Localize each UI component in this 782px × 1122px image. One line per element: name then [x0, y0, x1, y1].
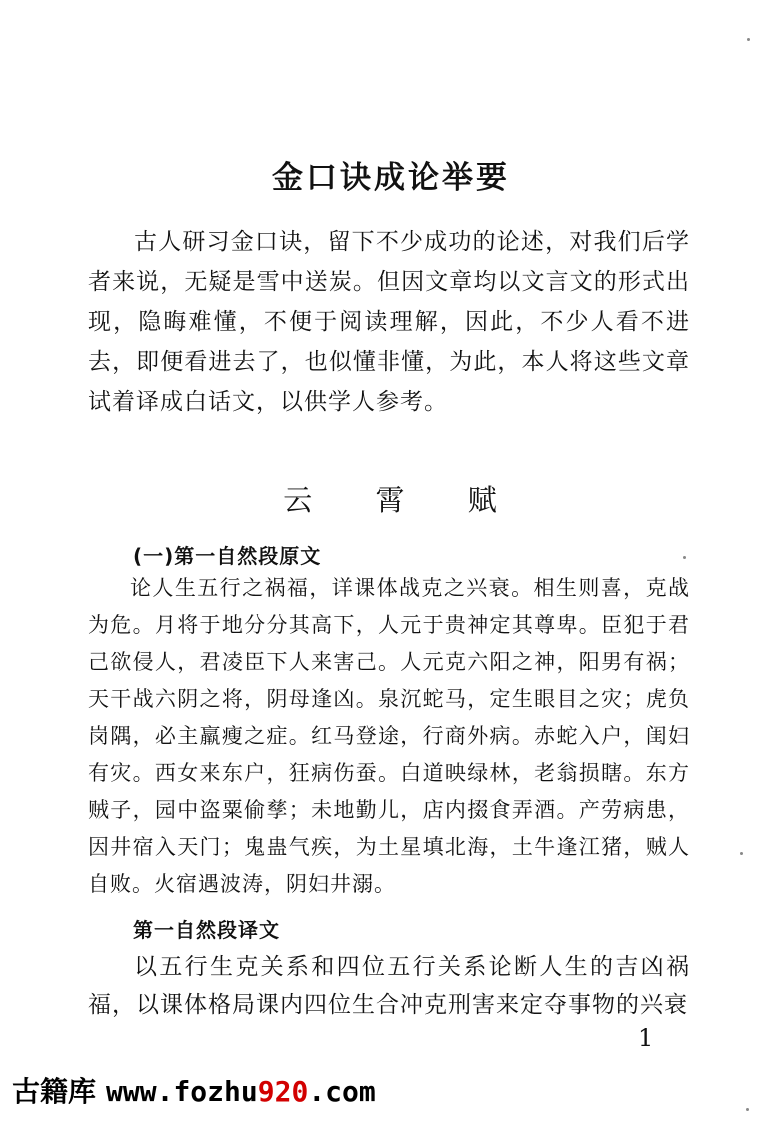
watermark-url-digits: 920 [257, 1075, 309, 1108]
section-title-char: 云 [283, 483, 315, 517]
watermark-url-suffix: .com [308, 1075, 376, 1108]
watermark-name: 古籍库 [12, 1075, 97, 1108]
section-title-char: 赋 [467, 483, 499, 517]
site-watermark [12, 1070, 376, 1110]
page-number: 1 [638, 1024, 654, 1052]
section-title-char: 霄 [375, 483, 407, 517]
watermark-url-prefix: www.fozhu [106, 1075, 258, 1108]
original-text-paragraph: 论人生五行之祸福，详课体战克之兴衰。相生则喜，克战为危。月将于地分分其高下，人元于贵神定其尊卑。臣犯于君己欲侵人，君凌臣下人来害己。人元克六阳之神，阳男有祸；天干战六阴之将，阴母逢凶。泉沉蛇马，定生眼目之灾；虎负岗隅，必主羸瘦之症。红马登途，行商外病。赤蛇入户，闺妇有灾。西女来东户，狂病伤蚕。白道映绿林，老翁损瞎。东方贼子，园中盗粟偷孳；未地勤儿，店内掇食弄酒。产劳病患，因井宿入天门；鬼蛊气疾，为土星填北海，土牛逢江猪，贼人自败。火宿遇波涛，阴妇井溺。 [88, 576, 690, 896]
original-text-heading: (一)第一自然段原文 [133, 544, 322, 568]
section-title [0, 478, 782, 519]
scan-speck [740, 852, 743, 855]
scan-speck [746, 1108, 749, 1111]
translation-heading: 第一自然段译文 [133, 918, 280, 942]
translation-paragraph: 以五行生克关系和四位五行关系论断人生的吉凶祸福，以课体格局课内四位生合冲克刑害来定夺事物的兴衰 [88, 954, 690, 1018]
scan-speck [683, 556, 686, 559]
page-title: 金口诀成论举要 [272, 160, 510, 196]
intro-paragraph: 古人研习金口诀，留下不少成功的论述，对我们后学者来说，无疑是雪中送炭。但因文章均以文言文的形式出现，隐晦难懂，不便于阅读理解，因此，不少人看不进去，即便看进去了，也似懂非懂，为此，本人将这些文章试着译成白话文，以供学人参考。 [88, 229, 690, 415]
scan-speck [747, 38, 750, 41]
